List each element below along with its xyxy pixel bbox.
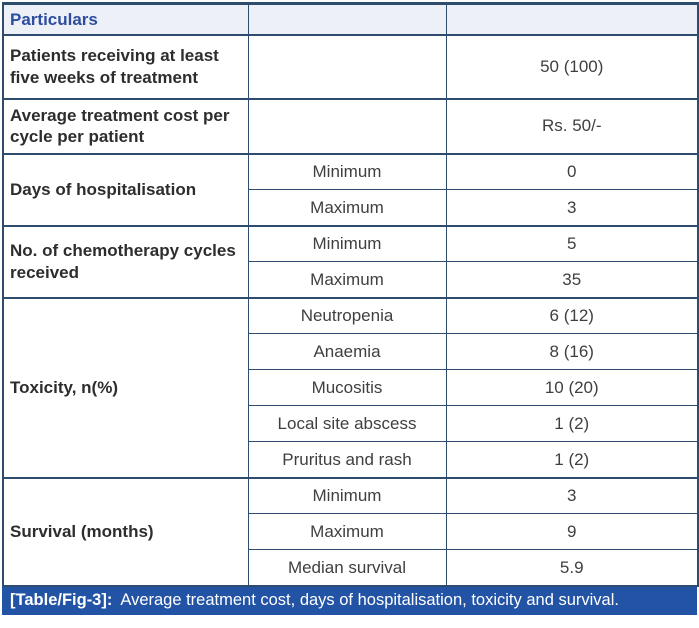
table-row <box>3 226 698 262</box>
table-caption <box>2 587 697 615</box>
caption-text: Average treatment cost, days of hospitalisation, toxicity and survival. <box>120 591 619 609</box>
parameter-cell <box>248 35 446 99</box>
caption-tag: [Table/Fig-3]: <box>10 591 113 609</box>
value-cell: 1 (2) <box>446 442 698 478</box>
column-header-particulars: Particulars <box>3 4 248 35</box>
results-table <box>2 2 699 587</box>
value-cell: 8 (16) <box>446 334 698 370</box>
table-row <box>3 35 698 99</box>
table-row <box>3 154 698 190</box>
value-cell: 50 (100) <box>446 35 698 99</box>
row-label: No. of chemotherapy cycles received <box>3 226 248 298</box>
parameter-cell: Anaemia <box>248 334 446 370</box>
row-label: Days of hospitalisation <box>3 154 248 226</box>
value-cell: 6 (12) <box>446 298 698 334</box>
parameter-cell: Local site abscess <box>248 406 446 442</box>
parameter-cell: Mucositis <box>248 370 446 406</box>
column-header-parameter <box>248 4 446 35</box>
parameter-cell: Minimum <box>248 226 446 262</box>
parameter-cell: Minimum <box>248 154 446 190</box>
parameter-cell <box>248 99 446 154</box>
value-cell: 3 <box>446 478 698 514</box>
parameter-cell: Maximum <box>248 514 446 550</box>
header-row <box>3 4 698 35</box>
value-cell: 10 (20) <box>446 370 698 406</box>
value-cell: 5 <box>446 226 698 262</box>
row-label: Toxicity, n(%) <box>3 298 248 478</box>
table-row <box>3 478 698 514</box>
row-label: Survival (months) <box>3 478 248 586</box>
column-header-value <box>446 4 698 35</box>
parameter-cell: Maximum <box>248 262 446 298</box>
value-cell: 9 <box>446 514 698 550</box>
parameter-cell: Minimum <box>248 478 446 514</box>
parameter-cell: Median survival <box>248 550 446 586</box>
value-cell: 35 <box>446 262 698 298</box>
value-cell: 3 <box>446 190 698 226</box>
row-label: Patients receiving at least five weeks of treatment <box>3 35 248 99</box>
tablefig3-figure <box>2 2 697 615</box>
row-label: Average treatment cost per cycle per patient <box>3 99 248 154</box>
value-cell: 5.9 <box>446 550 698 586</box>
value-cell: 0 <box>446 154 698 190</box>
parameter-cell: Neutropenia <box>248 298 446 334</box>
table-row <box>3 99 698 154</box>
value-cell: 1 (2) <box>446 406 698 442</box>
table-row <box>3 298 698 334</box>
parameter-cell: Pruritus and rash <box>248 442 446 478</box>
value-cell: Rs. 50/- <box>446 99 698 154</box>
parameter-cell: Maximum <box>248 190 446 226</box>
